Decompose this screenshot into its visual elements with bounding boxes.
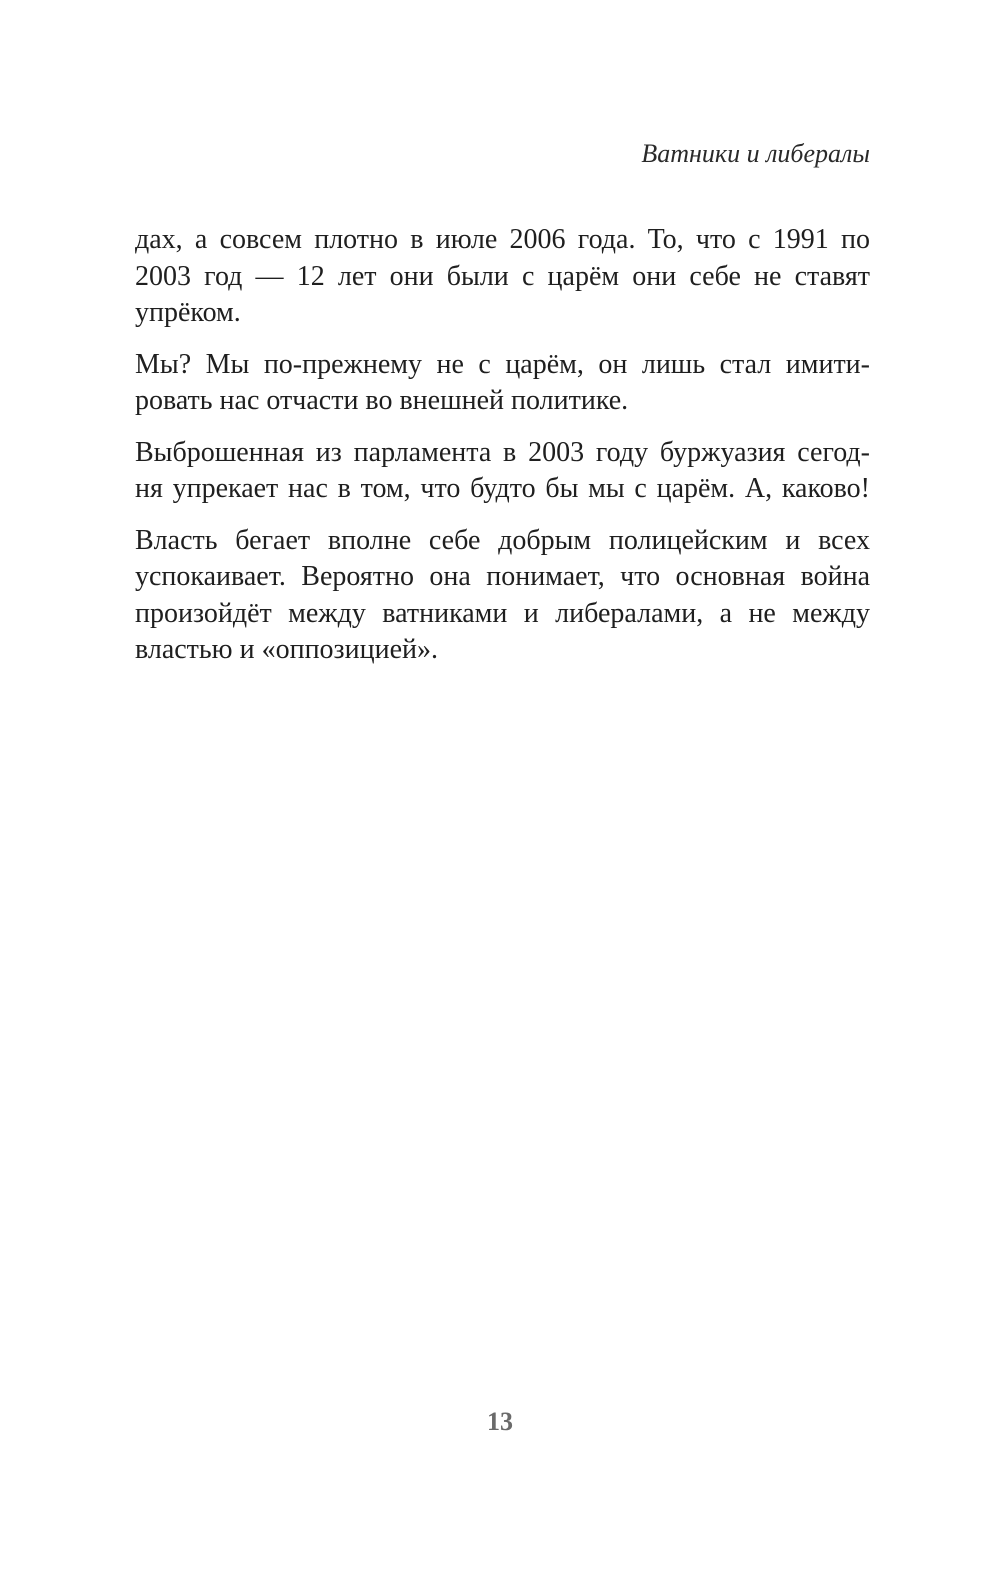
text-line: Власть бегает вполне себе добрым полицейским и всех bbox=[135, 524, 870, 556]
page-number: 13 bbox=[487, 1407, 513, 1436]
text-line: произойдёт между ватниками и либералами, а не между bbox=[135, 597, 870, 629]
paragraph bbox=[135, 435, 870, 508]
running-head: Ватники и либералы bbox=[641, 139, 870, 168]
text-line: ня упрекает нас в том, что будто бы мы с царём. А, каково! bbox=[135, 473, 870, 504]
text-line: Выброшенная из парламента в 2003 году буржуазия сегод- bbox=[135, 436, 870, 468]
paragraph bbox=[135, 347, 870, 420]
text-line: властью и «оппозицией». bbox=[135, 634, 438, 665]
paragraph bbox=[135, 222, 870, 332]
text-line: ровать нас отчасти во внешней политике. bbox=[135, 385, 629, 416]
text-line: упрёком. bbox=[135, 297, 241, 328]
text-line: дах, а совсем плотно в июле 2006 года. То, что с 1991 по bbox=[135, 224, 870, 255]
body-text bbox=[135, 222, 870, 684]
text-line: успокаивает. Вероятно она понимает, что основная война bbox=[135, 561, 870, 592]
text-line: Мы? Мы по-прежнему не с царём, он лишь стал имити- bbox=[135, 348, 870, 380]
paragraph bbox=[135, 523, 870, 669]
text-line: 2003 год — 12 лет они были с царём они себе не ставят bbox=[135, 260, 870, 292]
